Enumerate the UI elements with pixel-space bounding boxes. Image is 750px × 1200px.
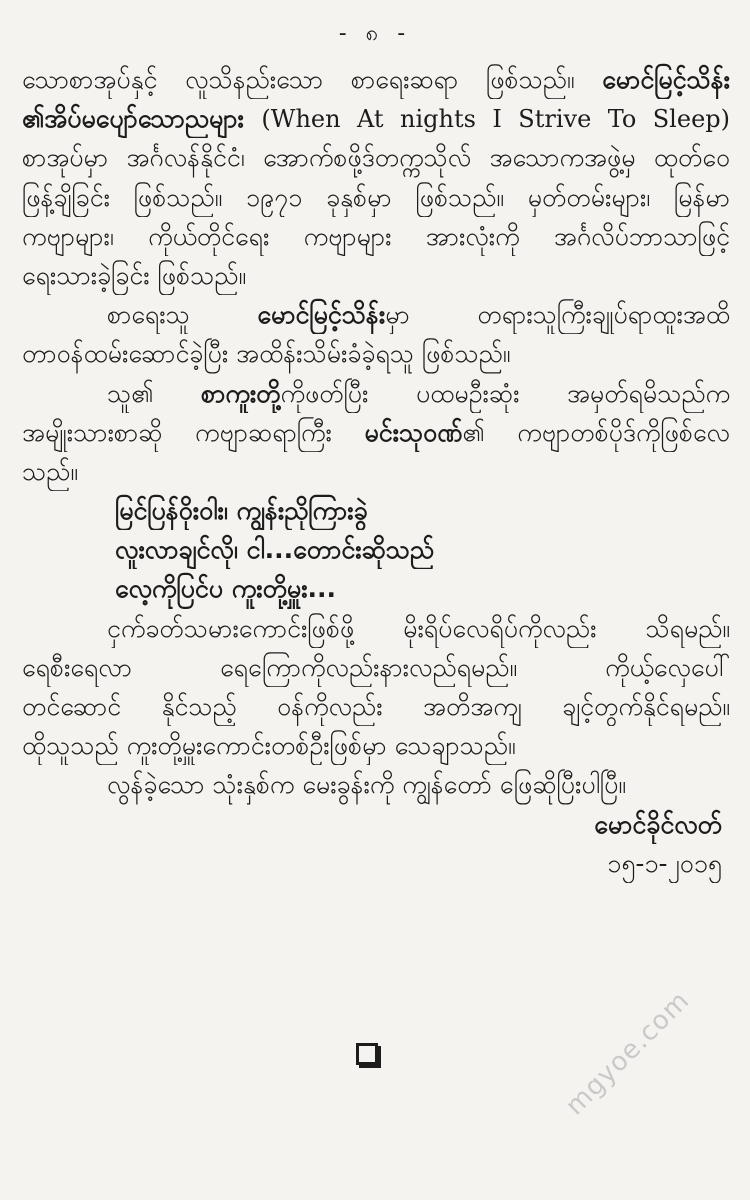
paragraph-line: သည်။ bbox=[22, 456, 78, 486]
paragraph-line bbox=[22, 60, 730, 99]
end-square-icon bbox=[356, 1043, 378, 1065]
english-title: (When At nights I Strive To Sleep) bbox=[261, 105, 730, 134]
signature-date: ၁၅-၁-၂၀၁၅ bbox=[607, 848, 722, 878]
author-name-bold: မောင်မြင့်သိန်း bbox=[602, 65, 730, 94]
paragraph-line bbox=[22, 413, 730, 452]
poem-line: လူးလာချင်လို၊ ငါ...တောင်းဆိုသည် bbox=[115, 535, 435, 565]
paragraph-line: လွန်ခဲ့သော သုံးနှစ်က မေးခွန်းကို ကျွန်တော် ဖြေဆိုပြီးပါပြီ။ bbox=[107, 770, 626, 800]
text-run: ၏ ကဗျာတစ်ပိုဒ်ကိုဖြစ်လေ bbox=[462, 417, 730, 447]
text-run: အမျိုးသားစာဆို ကဗျာဆရာကြီး bbox=[22, 417, 365, 447]
paragraph-line: တာဝန်ထမ်းဆောင်ခဲ့ပြီး အထိန်းသိမ်းခံခဲ့ရသူ ဖြစ်သည်။ bbox=[22, 339, 511, 369]
poet-name-bold: မင်းသုဝဏ် bbox=[364, 417, 463, 447]
paragraph-line bbox=[22, 295, 730, 334]
paragraph-line bbox=[22, 99, 730, 138]
poem-line: လေ့ကိုပြင်ပ ကူးတို့မှူး... bbox=[115, 574, 337, 604]
text-run: မှာ တရားသူကြီးချုပ်ရာထူးအထိ bbox=[385, 300, 730, 330]
text-run: ကိုဖတ်ပြီး ပထမဦးဆုံး အမှတ်ရမိသည်က bbox=[280, 378, 730, 408]
paragraph-line: ထိုသူသည် ကူးတို့မှူးကောင်းတစ်ဦးဖြစ်မှာ သေချာသည်။ bbox=[22, 731, 516, 761]
text-run: သောစာအုပ်နှင့် လူသိနည်းသော စာရေးဆရာ ဖြစ်သည်။ bbox=[22, 65, 603, 94]
book-title-bold: ၏အိပ်မပျော်သောညများ bbox=[22, 104, 262, 134]
page-number: - ၈ - bbox=[338, 21, 412, 46]
paragraph-line: တင်ဆောင် နိုင်သည့် ဝန်ကိုလည်း အတိအကျ ချင့်တွက်နိုင်ရမည်။ bbox=[22, 692, 730, 721]
text-run: စာရေးသူ bbox=[107, 300, 258, 330]
paragraph-line: ရေးသားခဲ့ခြင်း ဖြစ်သည်။ bbox=[22, 260, 247, 290]
paragraph-line bbox=[22, 374, 730, 413]
paragraph-line: ရေစီးရေလာ ရေကြောကိုလည်းနားလည်ရမည်။ ကိုယ့်လှေပေါ် bbox=[22, 652, 730, 682]
author-name-bold: မောင်မြင့်သိန်း bbox=[257, 300, 386, 330]
watermark: mgyoe.com bbox=[560, 985, 696, 1122]
paragraph-line: ကဗျာများ၊ ကိုယ်တိုင်ရေး ကဗျာများ အားလုံးကို အင်္ဂလိပ်ဘာသာဖြင့် bbox=[22, 221, 730, 251]
paragraph-line: ငှက်ခတ်သမားကောင်းဖြစ်ဖို့ မိုးရိပ်လေရိပ်ကိုလည်း သိရမည်။ bbox=[107, 613, 730, 643]
body-text bbox=[22, 60, 730, 883]
text-run: သူ၏ bbox=[107, 378, 202, 408]
paragraph-line: ဖြန့်ချိခြင်း ဖြစ်သည်။ ၁၉၇၁ ခုနှစ်မှာ ဖြစ်သည်။ မှတ်တမ်းများ၊ မြန်မာ bbox=[22, 182, 730, 212]
book-name-bold: စာကူးတို့ bbox=[201, 378, 281, 408]
paragraph-line: စာအုပ်မှာ အင်္ဂလန်နိုင်ငံ၊ အောက်စဖို့ဒ်တက္ကသိုလ် အသောကအဖွဲ့မှ ထုတ်ဝေ bbox=[22, 143, 730, 173]
poem-line: မြင်ပြန်ဝိုးဝါး၊ ကျွန်းညိုကြားခွဲ bbox=[115, 496, 368, 526]
author-signature: မောင်ခိုင်လတ် bbox=[594, 809, 722, 839]
